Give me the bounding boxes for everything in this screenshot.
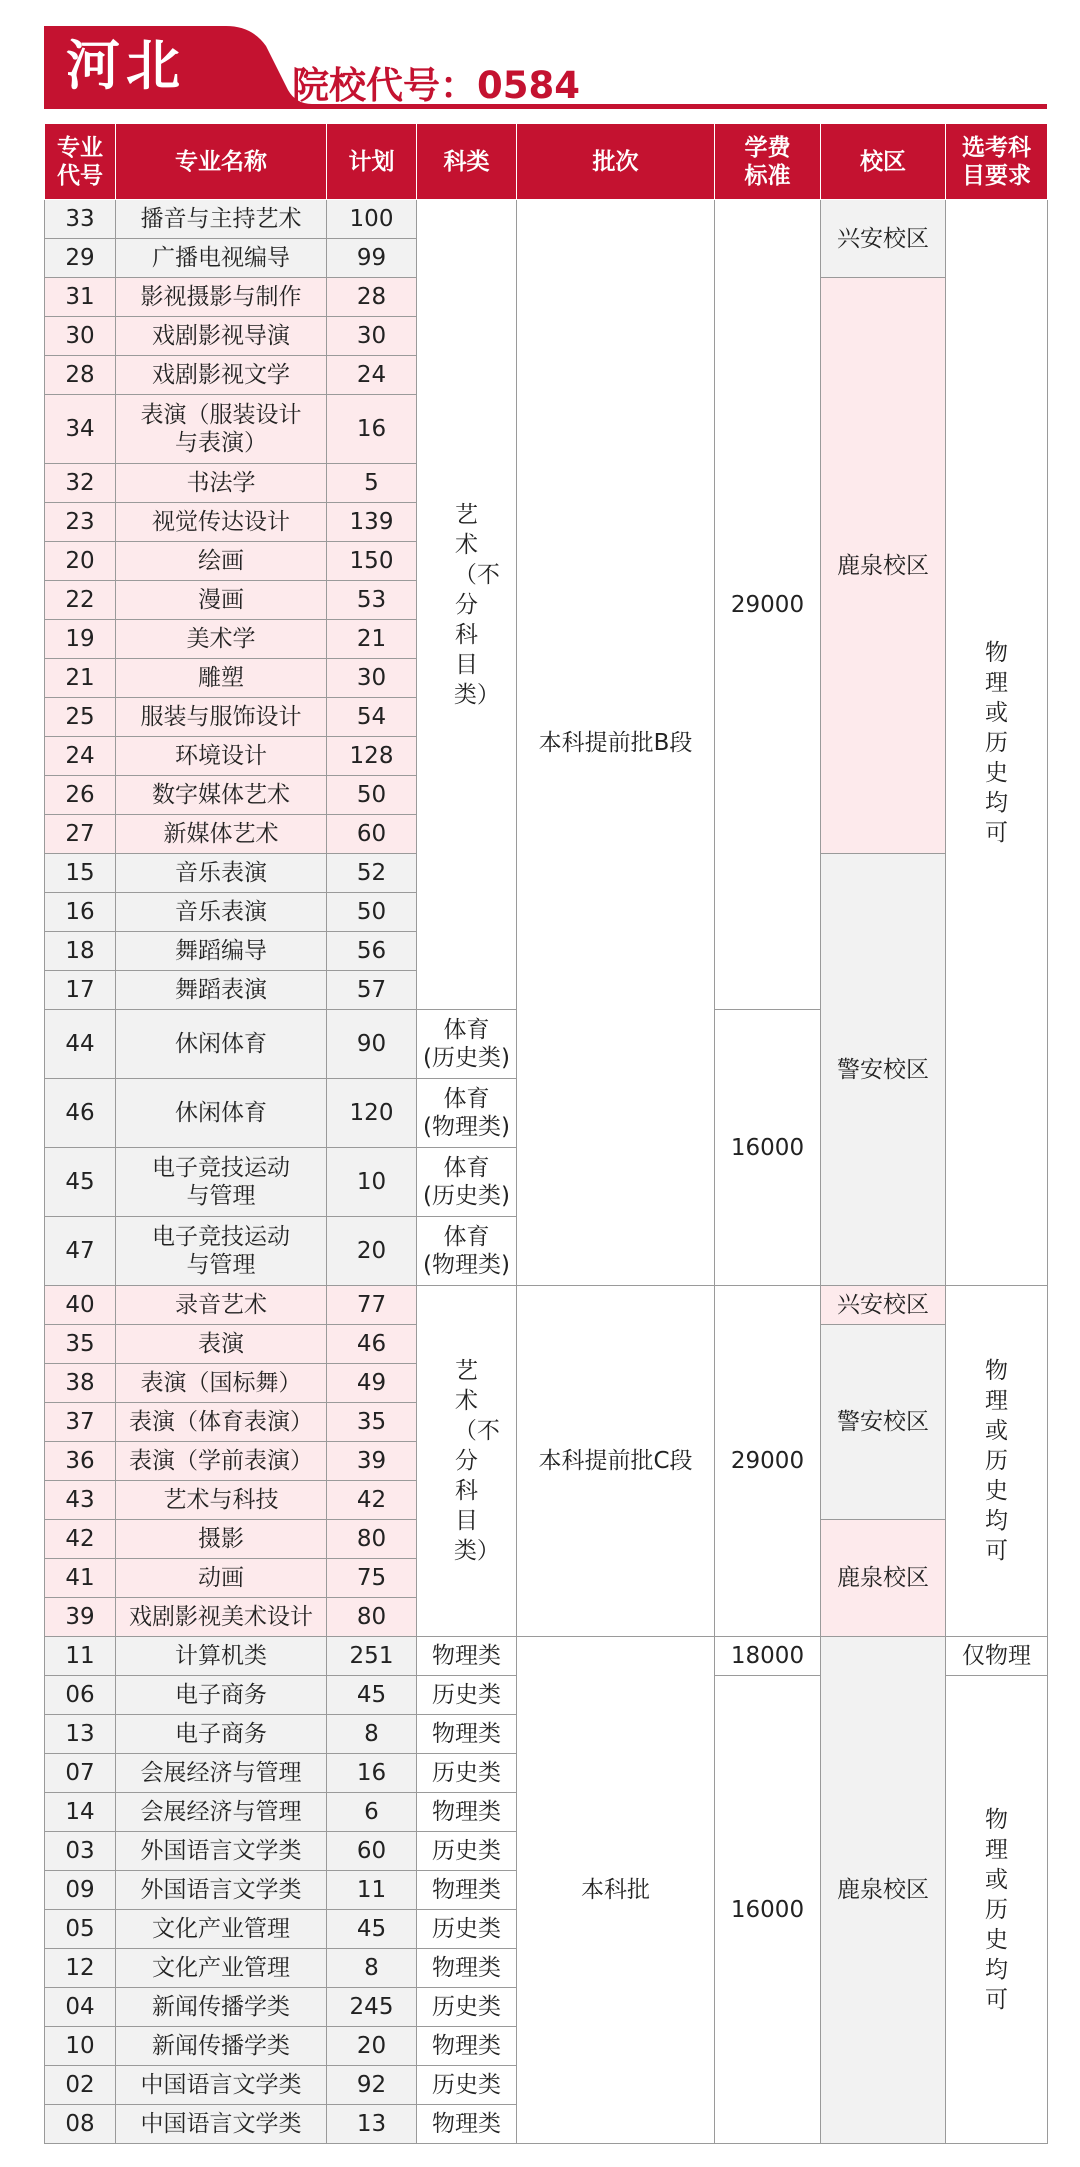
major-code: 32 <box>45 464 116 503</box>
major-name: 表演 <box>116 1325 327 1364</box>
major-code: 38 <box>45 1364 116 1403</box>
major-code: 03 <box>45 1832 116 1871</box>
plan-count: 28 <box>327 278 417 317</box>
plan-count: 245 <box>327 1988 417 2027</box>
major-name: 舞蹈表演 <box>116 971 327 1010</box>
plan-count: 60 <box>327 1832 417 1871</box>
major-code: 16 <box>45 893 116 932</box>
major-name: 文化产业管理 <box>116 1949 327 1988</box>
major-code: 34 <box>45 395 116 464</box>
campus-cell: 兴安校区 <box>821 1286 946 1325</box>
req-cell: 物理或历史均可 <box>946 1286 1048 1637</box>
major-name: 绘画 <box>116 542 327 581</box>
major-code: 26 <box>45 776 116 815</box>
major-code: 36 <box>45 1442 116 1481</box>
plan-count: 120 <box>327 1079 417 1148</box>
table-body <box>45 200 1048 2144</box>
column-header: 专业 代号 <box>45 124 116 200</box>
major-name: 新闻传播学类 <box>116 2027 327 2066</box>
major-code: 06 <box>45 1676 116 1715</box>
column-header: 选考科 目要求 <box>946 124 1048 200</box>
table-row <box>45 1637 1048 1676</box>
major-code: 40 <box>45 1286 116 1325</box>
major-code: 08 <box>45 2105 116 2144</box>
plan-count: 45 <box>327 1676 417 1715</box>
major-name: 美术学 <box>116 620 327 659</box>
plan-count: 52 <box>327 854 417 893</box>
major-code: 09 <box>45 1871 116 1910</box>
category-cell: 历史类 <box>417 1988 517 2027</box>
major-name: 电子竞技运动 与管理 <box>116 1148 327 1217</box>
category-cell: 物理类 <box>417 2105 517 2144</box>
category-cell: 历史类 <box>417 1676 517 1715</box>
category-cell: 体育 (物理类) <box>417 1079 517 1148</box>
major-code: 17 <box>45 971 116 1010</box>
major-name: 漫画 <box>116 581 327 620</box>
major-name: 文化产业管理 <box>116 1910 327 1949</box>
major-name: 表演（服装设计 与表演） <box>116 395 327 464</box>
major-code: 21 <box>45 659 116 698</box>
plan-count: 21 <box>327 620 417 659</box>
major-name: 艺术与科技 <box>116 1481 327 1520</box>
category-cell: 历史类 <box>417 1910 517 1949</box>
campus-cell: 鹿泉校区 <box>821 1637 946 2144</box>
major-code: 30 <box>45 317 116 356</box>
category-cell: 物理类 <box>417 1793 517 1832</box>
plan-count: 42 <box>327 1481 417 1520</box>
major-code: 43 <box>45 1481 116 1520</box>
major-name: 音乐表演 <box>116 893 327 932</box>
major-name: 戏剧影视导演 <box>116 317 327 356</box>
plan-count: 20 <box>327 2027 417 2066</box>
plan-count: 56 <box>327 932 417 971</box>
major-name: 戏剧影视文学 <box>116 356 327 395</box>
category-cell: 历史类 <box>417 1754 517 1793</box>
major-name: 影视摄影与制作 <box>116 278 327 317</box>
major-code: 23 <box>45 503 116 542</box>
major-name: 录音艺术 <box>116 1286 327 1325</box>
major-code: 45 <box>45 1148 116 1217</box>
plan-count: 139 <box>327 503 417 542</box>
plan-count: 80 <box>327 1598 417 1637</box>
major-code: 05 <box>45 1910 116 1949</box>
campus-cell: 警安校区 <box>821 1325 946 1520</box>
plan-count: 50 <box>327 776 417 815</box>
major-name: 外国语言文学类 <box>116 1832 327 1871</box>
major-name: 中国语言文学类 <box>116 2066 327 2105</box>
major-code: 15 <box>45 854 116 893</box>
category-cell: 物理类 <box>417 2027 517 2066</box>
category-cell: 体育 (历史类) <box>417 1148 517 1217</box>
plan-count: 92 <box>327 2066 417 2105</box>
plan-count: 20 <box>327 1217 417 1286</box>
major-code: 20 <box>45 542 116 581</box>
plan-count: 50 <box>327 893 417 932</box>
plan-count: 11 <box>327 1871 417 1910</box>
campus-cell: 兴安校区 <box>821 200 946 278</box>
plan-count: 77 <box>327 1286 417 1325</box>
plan-count: 16 <box>327 1754 417 1793</box>
major-name: 音乐表演 <box>116 854 327 893</box>
category-cell: 物理类 <box>417 1637 517 1676</box>
major-name: 视觉传达设计 <box>116 503 327 542</box>
plan-count: 54 <box>327 698 417 737</box>
major-code: 12 <box>45 1949 116 1988</box>
plan-count: 46 <box>327 1325 417 1364</box>
plan-count: 30 <box>327 659 417 698</box>
major-name: 会展经济与管理 <box>116 1793 327 1832</box>
plan-count: 30 <box>327 317 417 356</box>
fee-cell: 16000 <box>715 1676 821 2144</box>
major-name: 雕塑 <box>116 659 327 698</box>
major-name: 摄影 <box>116 1520 327 1559</box>
major-name: 电子商务 <box>116 1715 327 1754</box>
plan-count: 75 <box>327 1559 417 1598</box>
page-header <box>0 0 1080 125</box>
major-name: 会展经济与管理 <box>116 1754 327 1793</box>
plan-count: 16 <box>327 395 417 464</box>
major-name: 戏剧影视美术设计 <box>116 1598 327 1637</box>
major-name: 中国语言文学类 <box>116 2105 327 2144</box>
major-code: 25 <box>45 698 116 737</box>
plan-count: 10 <box>327 1148 417 1217</box>
column-header: 校区 <box>821 124 946 200</box>
major-name: 电子商务 <box>116 1676 327 1715</box>
major-name: 数字媒体艺术 <box>116 776 327 815</box>
major-code: 10 <box>45 2027 116 2066</box>
batch-cell: 本科提前批C段 <box>517 1286 715 1637</box>
major-name: 舞蹈编导 <box>116 932 327 971</box>
plan-count: 24 <box>327 356 417 395</box>
major-code: 11 <box>45 1637 116 1676</box>
plan-count: 6 <box>327 1793 417 1832</box>
batch-cell: 本科批 <box>517 1637 715 2144</box>
plan-count: 128 <box>327 737 417 776</box>
major-code: 02 <box>45 2066 116 2105</box>
major-code: 28 <box>45 356 116 395</box>
plan-count: 13 <box>327 2105 417 2144</box>
major-name: 表演（体育表演） <box>116 1403 327 1442</box>
major-code: 29 <box>45 239 116 278</box>
major-code: 04 <box>45 1988 116 2027</box>
plan-count: 60 <box>327 815 417 854</box>
plan-count: 80 <box>327 1520 417 1559</box>
major-code: 41 <box>45 1559 116 1598</box>
plan-count: 39 <box>327 1442 417 1481</box>
major-name: 外国语言文学类 <box>116 1871 327 1910</box>
fee-cell: 29000 <box>715 200 821 1010</box>
category-cell: 历史类 <box>417 2066 517 2105</box>
campus-cell: 鹿泉校区 <box>821 278 946 854</box>
column-header: 学费 标准 <box>715 124 821 200</box>
major-code: 07 <box>45 1754 116 1793</box>
batch-cell: 本科提前批B段 <box>517 200 715 1286</box>
major-code: 22 <box>45 581 116 620</box>
campus-cell: 鹿泉校区 <box>821 1520 946 1637</box>
category-cell: 艺术（不分科目类） <box>417 200 517 1010</box>
major-code: 42 <box>45 1520 116 1559</box>
category-cell: 物理类 <box>417 1715 517 1754</box>
major-name: 书法学 <box>116 464 327 503</box>
table-row <box>45 1286 1048 1325</box>
plan-count: 35 <box>327 1403 417 1442</box>
major-name: 新媒体艺术 <box>116 815 327 854</box>
req-cell: 物理或历史均可 <box>946 1676 1048 2144</box>
category-cell: 物理类 <box>417 1871 517 1910</box>
column-header: 专业名称 <box>116 124 327 200</box>
plan-count: 150 <box>327 542 417 581</box>
fee-cell: 29000 <box>715 1286 821 1637</box>
category-cell: 历史类 <box>417 1832 517 1871</box>
req-cell: 仅物理 <box>946 1637 1048 1676</box>
major-code: 18 <box>45 932 116 971</box>
plan-count: 5 <box>327 464 417 503</box>
major-name: 动画 <box>116 1559 327 1598</box>
column-header: 科类 <box>417 124 517 200</box>
fee-cell: 18000 <box>715 1637 821 1676</box>
plan-count: 90 <box>327 1010 417 1079</box>
major-name: 表演（国标舞） <box>116 1364 327 1403</box>
column-header: 批次 <box>517 124 715 200</box>
major-name: 休闲体育 <box>116 1079 327 1148</box>
major-code: 31 <box>45 278 116 317</box>
plan-count: 99 <box>327 239 417 278</box>
category-cell: 体育 (历史类) <box>417 1010 517 1079</box>
plan-count: 8 <box>327 1949 417 1988</box>
plan-count: 251 <box>327 1637 417 1676</box>
major-name: 计算机类 <box>116 1637 327 1676</box>
fee-cell: 16000 <box>715 1010 821 1286</box>
major-name: 服装与服饰设计 <box>116 698 327 737</box>
admission-plan-table <box>44 123 1048 2144</box>
category-cell: 物理类 <box>417 1949 517 1988</box>
major-code: 35 <box>45 1325 116 1364</box>
major-code: 27 <box>45 815 116 854</box>
major-code: 37 <box>45 1403 116 1442</box>
table-header <box>45 124 1048 200</box>
major-name: 播音与主持艺术 <box>116 200 327 239</box>
major-name: 广播电视编导 <box>116 239 327 278</box>
column-header: 计划 <box>327 124 417 200</box>
category-cell: 体育 (物理类) <box>417 1217 517 1286</box>
major-code: 39 <box>45 1598 116 1637</box>
campus-cell: 警安校区 <box>821 854 946 1286</box>
school-code: 院校代号：0584 <box>292 64 580 107</box>
major-name: 电子竞技运动 与管理 <box>116 1217 327 1286</box>
req-cell: 物理或历史均可 <box>946 200 1048 1286</box>
province-title: 河北 <box>66 34 186 97</box>
plan-count: 49 <box>327 1364 417 1403</box>
plan-count: 100 <box>327 200 417 239</box>
plan-count: 57 <box>327 971 417 1010</box>
major-name: 环境设计 <box>116 737 327 776</box>
major-code: 44 <box>45 1010 116 1079</box>
major-name: 新闻传播学类 <box>116 1988 327 2027</box>
plan-count: 45 <box>327 1910 417 1949</box>
major-name: 休闲体育 <box>116 1010 327 1079</box>
major-name: 表演（学前表演） <box>116 1442 327 1481</box>
table-row <box>45 200 1048 239</box>
category-cell: 艺术（不分科目类） <box>417 1286 517 1637</box>
major-code: 33 <box>45 200 116 239</box>
major-code: 19 <box>45 620 116 659</box>
plan-count: 53 <box>327 581 417 620</box>
plan-count: 8 <box>327 1715 417 1754</box>
major-code: 13 <box>45 1715 116 1754</box>
major-code: 14 <box>45 1793 116 1832</box>
major-code: 46 <box>45 1079 116 1148</box>
major-code: 47 <box>45 1217 116 1286</box>
major-code: 24 <box>45 737 116 776</box>
